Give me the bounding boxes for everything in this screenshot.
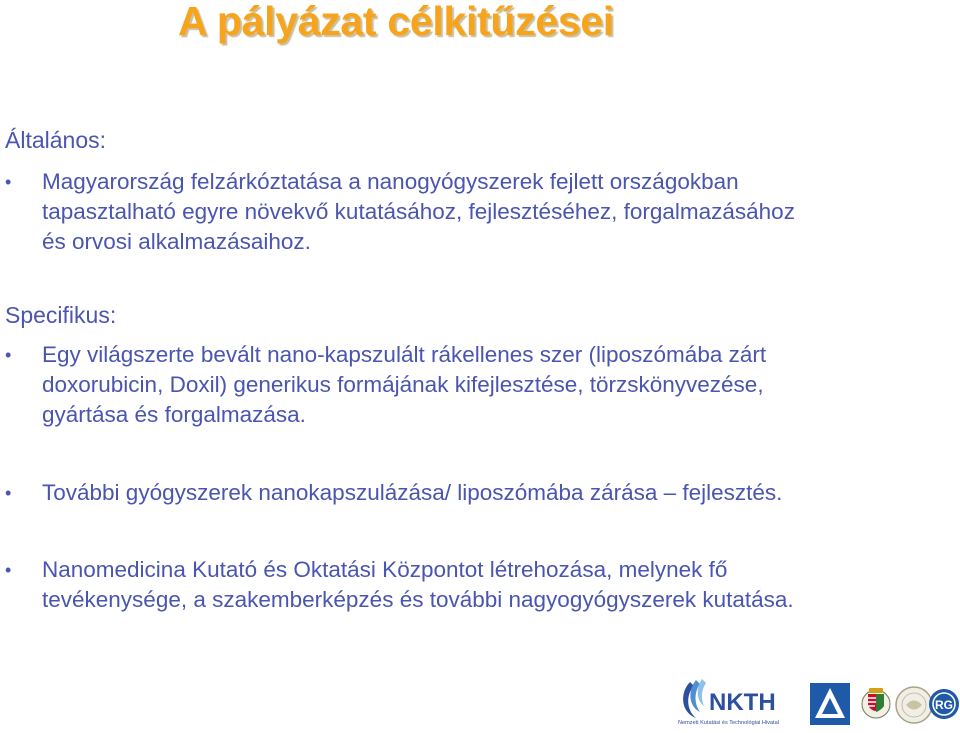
- rg-logo-initials: RG: [935, 698, 953, 712]
- bullet-icon: •: [5, 483, 12, 503]
- list-item-line: Magyarország felzárkóztatása a nanogyógyszerek fejlett országokban: [42, 169, 739, 194]
- bullet-icon: •: [5, 172, 12, 192]
- list-item-general-1: [42, 167, 795, 257]
- blue-square-logo: [810, 683, 850, 725]
- section-label-specific: Specifikus:: [5, 302, 117, 328]
- list-item-specific-3: [42, 555, 794, 615]
- list-item-specific-1: [42, 340, 766, 430]
- round-seal-icon: [896, 687, 932, 723]
- nkth-logo-subtitle: Nemzeti Kutatási és Technológiai Hivatal: [678, 720, 779, 726]
- slide-title: A pályázat célkitűzései: [178, 0, 614, 44]
- list-item-line: tapasztalható egyre növekvő kutatásához, fejlesztéséhez, forgalmazásához: [42, 199, 795, 224]
- logo-strip: [676, 674, 960, 733]
- list-item-line: Nanomedicina Kutató és Oktatási Központot létrehozása, melynek fő: [42, 557, 728, 582]
- list-item-specific-2: [42, 478, 782, 508]
- list-item-line: doxorubicin, Doxil) generikus formájának kifejlesztése, törzskönyvezése,: [42, 372, 764, 397]
- list-item-line: tevékenysége, a szakemberképzés és további nagyogyógyszerek kutatása.: [42, 587, 794, 612]
- list-item-line: További gyógyszerek nanokapszulázása/ liposzómába zárása – fejlesztés.: [42, 480, 783, 505]
- nkth-logo: [678, 679, 779, 726]
- rg-logo: [929, 689, 959, 719]
- coat-of-arms-icon: [862, 688, 890, 718]
- nkth-logo-name: NKTH: [709, 689, 776, 716]
- bullet-icon: •: [5, 345, 12, 365]
- section-label-general: Általános:: [5, 127, 107, 153]
- list-item-line: Egy világszerte bevált nano-kapszulált rákellenes szer (liposzómába zárt: [42, 342, 767, 367]
- list-item-line: gyártása és forgalmazása.: [42, 402, 306, 427]
- list-item-line: és orvosi alkalmazásaihoz.: [42, 229, 311, 254]
- bullet-icon: •: [5, 560, 12, 580]
